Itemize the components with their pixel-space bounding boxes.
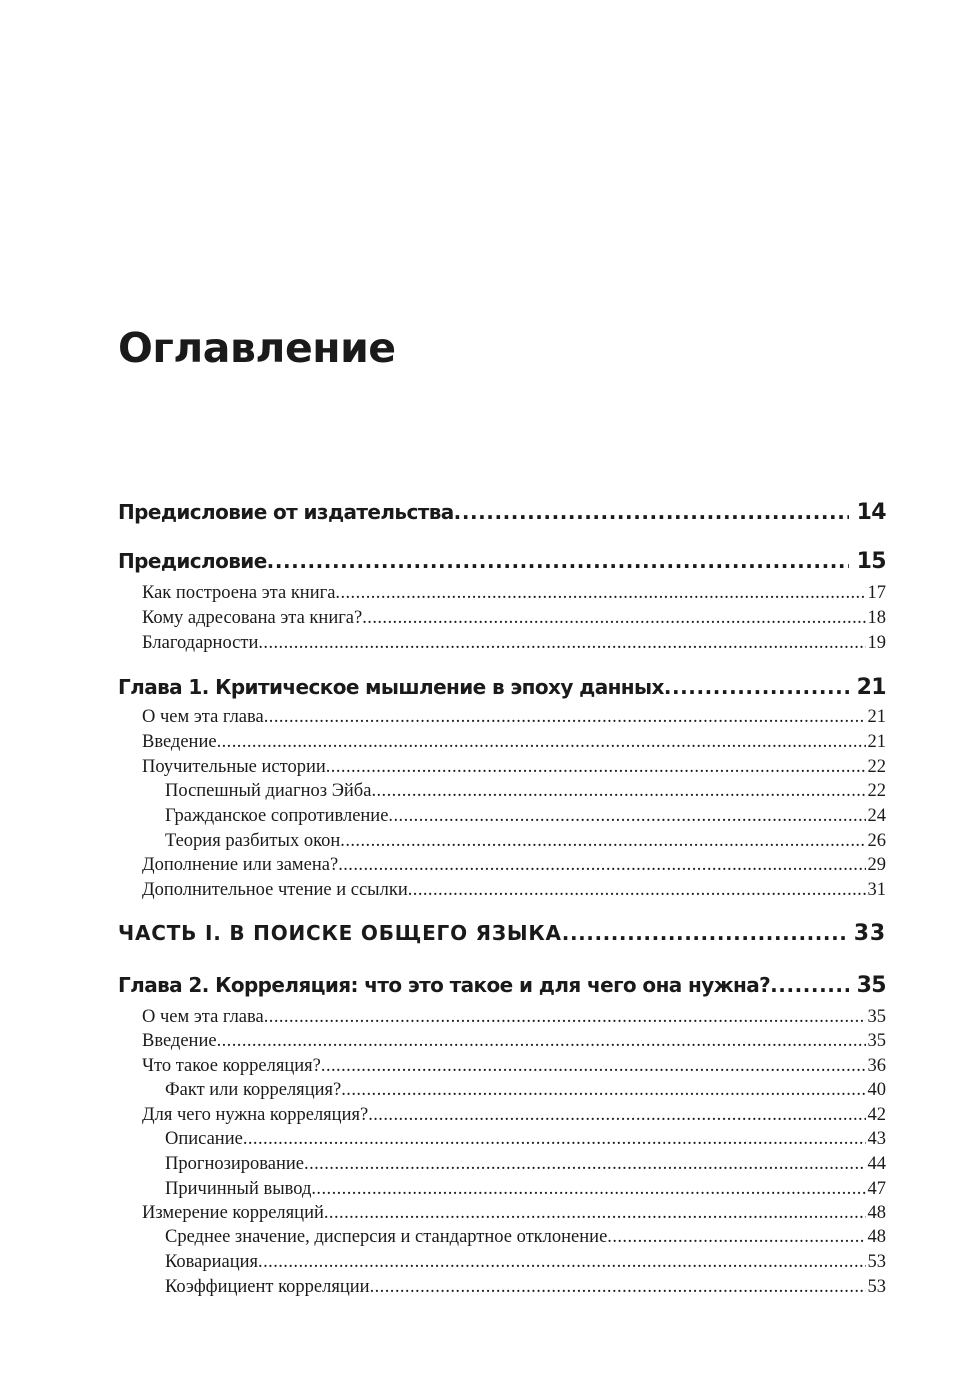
toc-entry-ch1-stories[interactable] [142, 755, 886, 779]
toc-entry-ch1-civil-resistance[interactable] [165, 804, 886, 828]
leader-dots [338, 853, 865, 877]
toc-entry-label: Поучительные истории [142, 757, 326, 777]
toc-entry-page: 21 [856, 675, 886, 700]
toc-entry-page: 22 [867, 757, 886, 777]
leader-dots [388, 804, 865, 828]
toc-entry-ch2-about[interactable] [142, 1005, 886, 1029]
toc-entry-label: Для чего нужна корреляция? [142, 1105, 369, 1125]
toc-entry-page: 36 [867, 1056, 886, 1076]
toc-entry-page: 29 [867, 855, 886, 875]
toc-entry-chapter-1[interactable] [118, 672, 886, 702]
leader-dots [340, 829, 865, 853]
toc-entry-label: Поспешный диагноз Эйба [165, 781, 372, 801]
toc-entry-audience[interactable] [142, 606, 886, 630]
toc-entry-page: 42 [867, 1105, 886, 1125]
leader-dots [341, 1078, 865, 1102]
leader-dots [264, 705, 866, 729]
toc-entry-ch2-measuring[interactable] [142, 1201, 886, 1225]
toc-entry-label: Описание [165, 1129, 243, 1149]
toc-entry-label: Измерение корреляций [142, 1203, 324, 1223]
toc-entry-label: Коэффициент корреляции [165, 1277, 370, 1297]
toc-entry-label: Среднее значение, дисперсия и стандартное отклонение [165, 1227, 608, 1247]
leader-dots [335, 581, 865, 605]
toc-entry-ch2-what-is-correlation[interactable] [142, 1054, 886, 1078]
toc-entry-page: 18 [867, 608, 886, 628]
leader-dots [258, 1250, 865, 1274]
toc-entry-label: Как построена эта книга [142, 583, 336, 603]
toc-entry-label: Дополнение или замена? [142, 855, 339, 875]
toc-entry-label: Гражданское сопротивление [165, 806, 389, 826]
toc-entry-label: ЧАСТЬ I. В ПОИСКЕ ОБЩЕГО ЯЗЫКА [118, 921, 562, 945]
toc-entry-ch2-covariance[interactable] [165, 1250, 886, 1274]
leader-dots [370, 1275, 866, 1299]
toc-entry-page: 24 [867, 806, 886, 826]
toc-entry-page: 40 [867, 1080, 886, 1100]
toc-entry-page: 43 [867, 1129, 886, 1149]
toc-entry-label: Глава 1. Критическое мышление в эпоху данных [118, 675, 664, 699]
toc-entry-label: Дополнительное чтение и ссылки [142, 880, 408, 900]
toc-entry-label: Причинный вывод [165, 1179, 312, 1199]
toc-entry-ch2-description[interactable] [165, 1127, 886, 1151]
toc-entry-label: Факт или корреляция? [165, 1080, 342, 1100]
leader-dots [217, 730, 866, 754]
toc-entry-book-structure[interactable] [142, 581, 886, 605]
leader-dots [326, 755, 866, 779]
toc-entry-label: Прогнозирование [165, 1154, 305, 1174]
leader-dots [770, 970, 848, 1000]
toc-entry-page: 17 [867, 583, 886, 603]
toc-entry-page: 48 [867, 1227, 886, 1247]
toc-entry-label: Глава 2. Корреляция: что это такое и для чего она нужна? [118, 973, 771, 997]
toc-entry-foreword[interactable] [118, 546, 886, 576]
toc-entry-page: 44 [867, 1154, 886, 1174]
toc-entry-page: 35 [867, 1031, 886, 1051]
toc-entry-ch1-about[interactable] [142, 705, 886, 729]
toc-entry-page: 53 [867, 1277, 886, 1297]
page-title: Оглавление [118, 324, 396, 372]
leader-dots [362, 606, 865, 630]
toc-entry-chapter-2[interactable] [118, 970, 886, 1000]
toc-entry-publisher-foreword[interactable] [118, 497, 886, 527]
toc-entry-ch2-prediction[interactable] [165, 1152, 886, 1176]
toc-entry-label: Ковариация [165, 1252, 259, 1272]
toc-entry-page: 15 [856, 549, 886, 574]
toc-entry-ch2-causal-inference[interactable] [165, 1177, 886, 1201]
toc-entry-label: Предисловие [118, 549, 267, 573]
toc-entry-ch2-correlation-coefficient[interactable] [165, 1275, 886, 1299]
toc-entry-acknowledgements[interactable] [142, 631, 886, 655]
toc-entry-page: 33 [853, 921, 886, 946]
leader-dots [304, 1152, 865, 1176]
toc-entry-page: 35 [867, 1007, 886, 1027]
leader-dots [311, 1177, 865, 1201]
toc-entry-ch1-broken-windows[interactable] [165, 829, 886, 853]
toc-entry-label: Теория разбитых окон [165, 831, 341, 851]
toc-entry-ch2-mean-variance[interactable] [165, 1225, 886, 1249]
leader-dots [454, 497, 849, 527]
leader-dots [324, 1201, 866, 1225]
toc-entry-label: Кому адресована эта книга? [142, 608, 363, 628]
toc-entry-label: Предисловие от издательства [118, 500, 454, 524]
toc-entry-page: 21 [867, 707, 886, 727]
toc-entry-page: 19 [867, 633, 886, 653]
toc-entry-ch2-why-correlation[interactable] [142, 1103, 886, 1127]
toc-entry-label: Введение [142, 1031, 217, 1051]
toc-entry-ch1-further-reading[interactable] [142, 878, 886, 902]
toc-entry-page: 22 [867, 781, 886, 801]
toc-entry-page: 53 [867, 1252, 886, 1272]
leader-dots [368, 1103, 865, 1127]
leader-dots [664, 672, 849, 702]
toc-entry-page: 21 [867, 732, 886, 752]
toc-entry-page: 26 [867, 831, 886, 851]
toc-entry-label: Введение [142, 732, 217, 752]
leader-dots [264, 1005, 866, 1029]
leader-dots [408, 878, 866, 902]
toc-entry-label: О чем эта глава [142, 1007, 264, 1027]
toc-entry-ch2-fact-or-correlation[interactable] [165, 1078, 886, 1102]
toc-entry-label: Благодарности [142, 633, 259, 653]
leader-dots [371, 779, 865, 803]
toc-entry-page: 48 [867, 1203, 886, 1223]
toc-entry-ch2-intro[interactable] [142, 1029, 886, 1053]
toc-entry-label: Что такое корреляция? [142, 1056, 321, 1076]
leader-dots [217, 1029, 866, 1053]
leader-dots [258, 631, 865, 655]
leader-dots [562, 918, 846, 948]
toc-entry-page: 14 [856, 500, 886, 525]
toc-entry-ch1-abe-diagnosis[interactable] [165, 779, 886, 803]
toc-entry-page: 31 [867, 880, 886, 900]
toc-entry-label: О чем эта глава [142, 707, 264, 727]
leader-dots [267, 546, 849, 576]
leader-dots [321, 1054, 866, 1078]
toc-entry-part-1[interactable] [118, 918, 886, 948]
leader-dots [243, 1127, 866, 1151]
toc-entry-page: 47 [867, 1179, 886, 1199]
leader-dots [607, 1225, 865, 1249]
toc-entry-ch1-complement[interactable] [142, 853, 886, 877]
toc-entry-page: 35 [856, 973, 886, 998]
toc-entry-ch1-intro[interactable] [142, 730, 886, 754]
